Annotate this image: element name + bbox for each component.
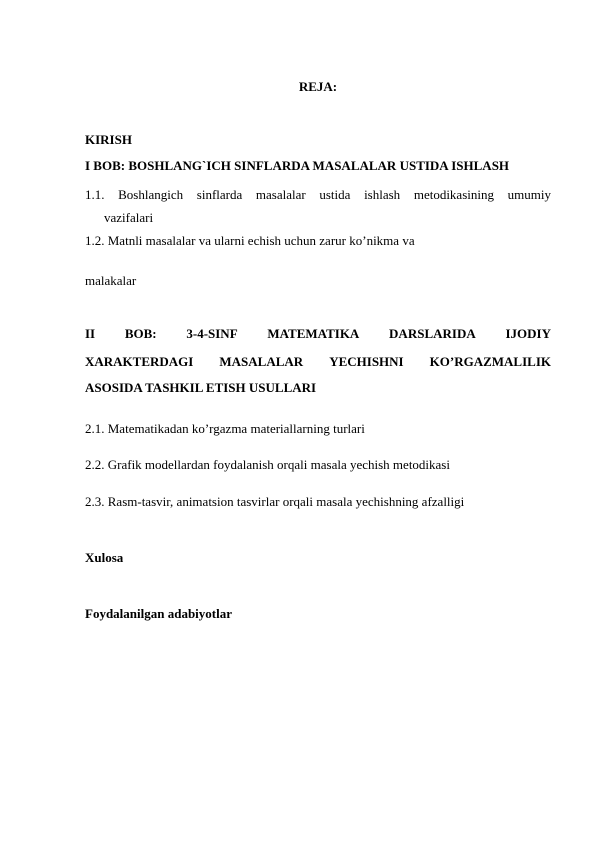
section-conclusion: Xulosa	[85, 550, 124, 565]
chapter2-item3: 2.3. Rasm-tasvir, animatsion tasvirlar orqali masala yechishning afzalligi	[85, 494, 465, 509]
word: KO’RGAZMALILIK	[429, 354, 551, 369]
word: Boshlangich	[118, 187, 184, 202]
chapter2-item2: 2.2. Grafik modellardan foydalanish orqali masala yechish metodikasi	[85, 457, 450, 472]
word: sinflarda	[196, 187, 243, 202]
chapter1-item1-cont: vazifalari	[104, 210, 154, 225]
chapter1-item2: 1.2. Matnli masalalar va ularni echish uchun zarur ko’nikma va	[85, 233, 415, 248]
section-references: Foydalanilgan adabiyotlar	[85, 606, 232, 621]
word: MATEMATIKA	[267, 326, 360, 341]
chapter2-heading-line2	[85, 354, 551, 370]
word: ustida	[319, 187, 351, 202]
word: MASALALAR	[219, 354, 304, 369]
word: metodikasining	[413, 187, 494, 202]
word: BOB:	[124, 326, 157, 341]
chapter1-item2-cont: malakalar	[85, 273, 137, 288]
section-intro: KIRISH	[85, 132, 132, 147]
word: masalalar	[255, 187, 306, 202]
word: YECHISHNI	[329, 354, 404, 369]
word: II	[85, 326, 96, 341]
chapter2-heading-line1	[85, 326, 551, 342]
chapter1-heading: I BOB: BOSHLANG`ICH SINFLARDA MASALALAR USTIDA ISHLASH	[85, 158, 510, 173]
word: 3-4-SINF	[186, 326, 238, 341]
chapter2-heading-line3: ASOSIDA TASHKIL ETISH USULLARI	[85, 380, 317, 395]
word: XARAKTERDAGI	[85, 354, 194, 369]
chapter1-item1	[85, 187, 551, 203]
word: IJODIY	[505, 326, 551, 341]
page-title: REJA:	[298, 79, 338, 94]
word: 1.1.	[85, 187, 105, 202]
word: ishlash	[364, 187, 401, 202]
word: umumiy	[507, 187, 551, 202]
word: DARSLARIDA	[389, 326, 476, 341]
chapter2-item1: 2.1. Matematikadan ko’rgazma materiallarning turlari	[85, 421, 365, 436]
